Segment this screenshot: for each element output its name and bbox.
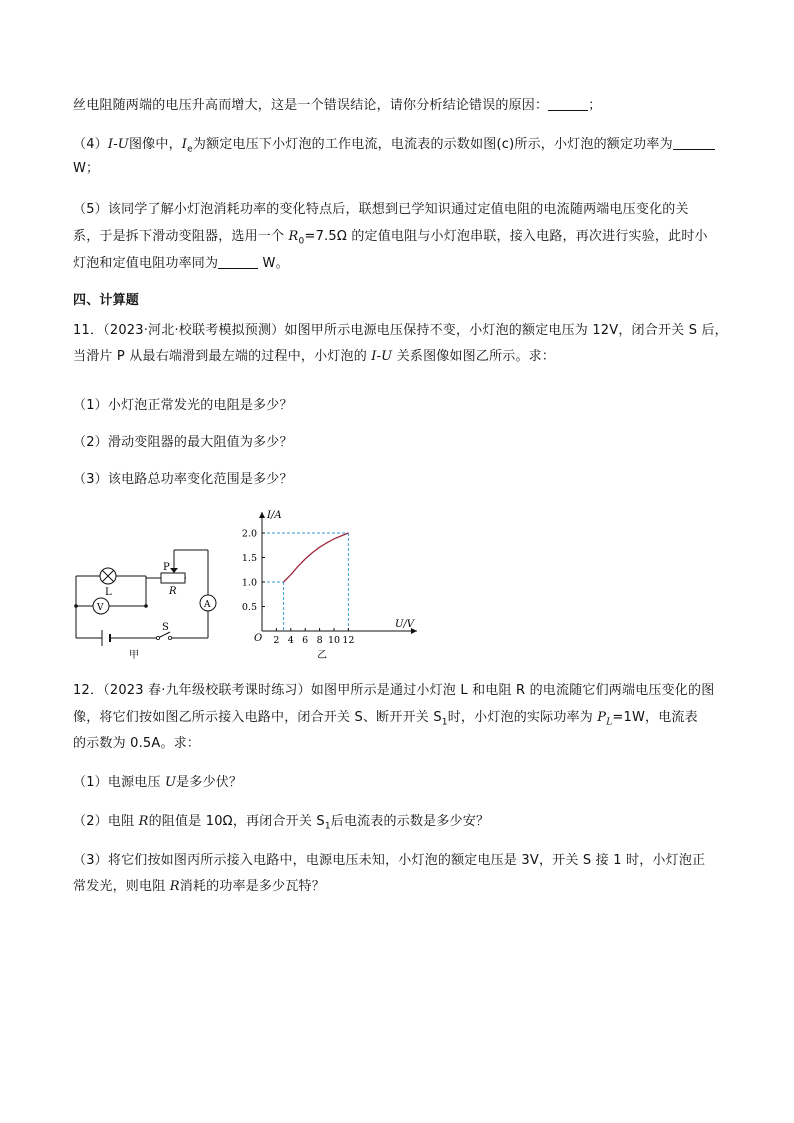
para-q5-line2: 系，于是拆下滑动变阻器，选用一个 $R_0=7.5\Omega$ 的定值电阻与小灯泡串联，接入电路，再次进行实验，此时小	[73, 229, 708, 247]
label-P: P	[163, 562, 170, 573]
q12-line1: 12．（2023 春·九年级校联考课时练习）如图甲所示是通过小灯泡 L 和电阻 R 的电流随它们两端电压变化的图	[73, 683, 715, 698]
label-R: R	[169, 586, 177, 597]
answer-blank[interactable]	[548, 96, 588, 111]
x-tick-label: 8	[316, 635, 323, 646]
x-tick-label: 4	[287, 635, 294, 646]
q11-sub2: （2）滑动变阻器的最大阻值为多少？	[73, 435, 293, 450]
x-tick-label: 10	[327, 635, 341, 646]
caption-yi: 乙	[317, 650, 327, 661]
q12-sub3-line2: 常发光，则电阻 R消耗的功率是多少瓦特？	[73, 879, 325, 894]
q12-sub3-line1: （3）将它们按如图丙所示接入电路中，电源电压未知，小灯泡的额定电压是 3V，开关 S 接 1 时，小灯泡正	[73, 853, 706, 868]
x-tick-label: 12	[342, 635, 355, 646]
circuit-diagram-jia	[66, 540, 226, 665]
origin-label: O	[254, 633, 263, 644]
q12-sub1: （1）电源电压 U是多少伏？	[73, 775, 243, 790]
y-axis-arrow-icon	[259, 512, 265, 518]
x-tick-label: 2	[273, 635, 280, 646]
answer-blank[interactable]	[673, 135, 715, 150]
label-S: S	[162, 622, 169, 633]
para-rated-power: （4）I-U图像中，$I_e$为额定电压下小灯泡的工作电流，电流表的示数如图(c)所示，小灯泡的额定功率为	[73, 135, 715, 159]
label-A: A	[204, 600, 211, 610]
q11-line2: 当滑片 P 从最右端滑到最左端的过程中，小灯泡的 I-U 关系图像如图乙所示。求：	[73, 349, 556, 364]
q11-sub3: （3）该电路总功率变化范围是多少？	[73, 472, 293, 487]
q11-line1: 11．（2023·河北·校联考模拟预测）如图甲所示电源电压保持不变，小灯泡的额定电压为 12V，闭合开关 S 后，	[73, 323, 728, 338]
para-q5-line3: 灯泡和定值电阻功率同为 W。	[73, 256, 289, 271]
caption-jia: 甲	[129, 650, 139, 661]
q12-sub2: （2）电阻 R的阻值是 10Ω，再闭合开关 $S_1$后电流表的示数是多少安？	[73, 814, 490, 832]
para-q5-line1: （5）该同学了解小灯泡消耗功率的变化特点后，联想到已学知识通过定值电阻的电流随两端电压变化的关	[73, 202, 689, 217]
section-title: 四、计算题	[73, 293, 140, 308]
y-tick-label: 2.0	[241, 528, 257, 540]
para-rated-power-unit: W；	[73, 161, 100, 176]
q11-sub1: （1）小灯泡正常发光的电阻是多少？	[73, 398, 293, 413]
x-axis-label: U/V	[395, 619, 415, 630]
label-L: L	[105, 587, 112, 598]
slider-arrow-icon	[170, 568, 178, 573]
q12-line2: 像，将它们按如图乙所示接入电路中，闭合开关 S、断开开关 $S_1$时，小灯泡的实际功率为 $P_L=1W$，电流表	[73, 710, 698, 728]
x-tick-label: 6	[302, 635, 309, 646]
y-tick-label: 0.5	[241, 602, 257, 613]
q12-line3: 的示数为 0.5A。求：	[73, 736, 201, 751]
y-tick-label: 1.0	[241, 577, 257, 589]
para-conclusion-error: 丝电阻随两端的电压升高而增大，这是一个错误结论，请你分析结论错误的原因： ；	[73, 98, 602, 113]
y-tick-label: 1.5	[241, 553, 257, 564]
iu-curve	[284, 533, 349, 582]
y-axis-label: I/A	[267, 510, 282, 521]
label-V: V	[97, 603, 104, 613]
iu-chart-yi	[232, 500, 432, 665]
answer-blank[interactable]	[218, 254, 258, 269]
